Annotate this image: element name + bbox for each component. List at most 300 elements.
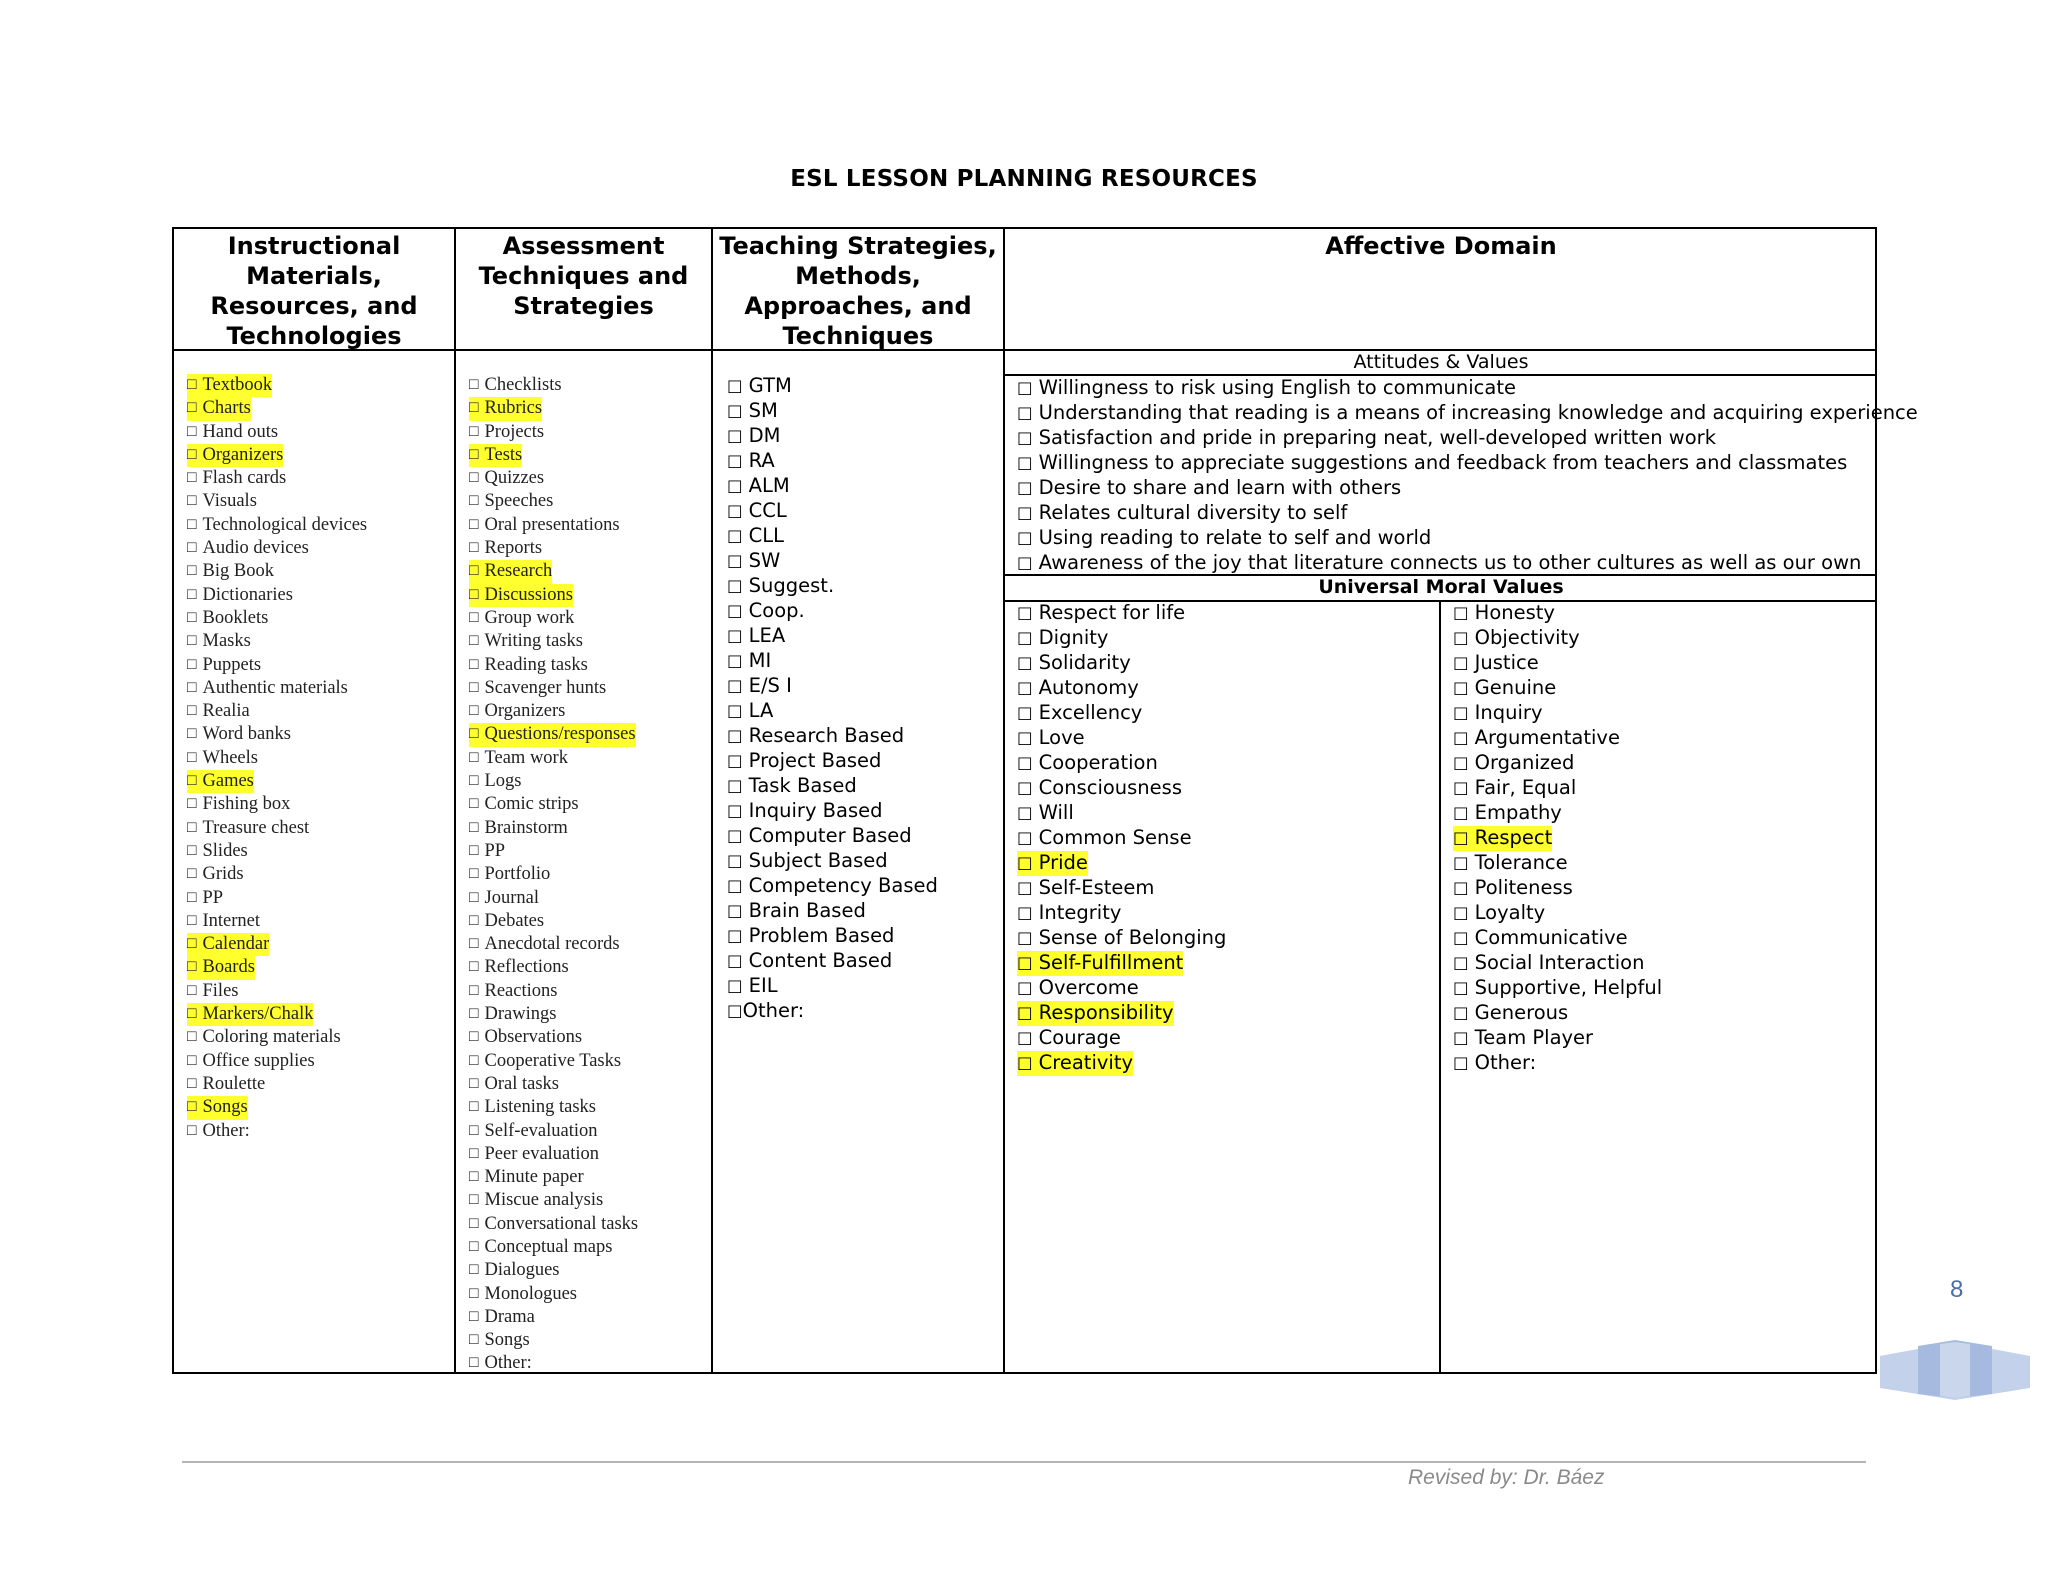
checkbox-icon[interactable]: □ bbox=[187, 562, 197, 580]
teaching-item bbox=[727, 974, 938, 999]
checkbox-icon[interactable]: □ bbox=[469, 1028, 479, 1046]
checkbox-icon[interactable]: □ bbox=[469, 678, 479, 696]
instructional-item bbox=[187, 933, 367, 956]
item-label: Loyalty bbox=[1474, 901, 1546, 924]
item-label: Internet bbox=[202, 910, 261, 931]
checkbox-icon[interactable]: □ bbox=[187, 748, 197, 766]
item-label: Objectivity bbox=[1474, 626, 1580, 649]
checkbox-icon[interactable]: □ bbox=[1453, 1028, 1469, 1047]
assessment-item bbox=[469, 700, 638, 723]
checkbox-icon[interactable]: □ bbox=[1017, 978, 1033, 997]
checkbox-icon[interactable]: □ bbox=[727, 726, 743, 745]
moral-value-item bbox=[1453, 801, 1662, 826]
checkbox-icon[interactable]: □ bbox=[1453, 853, 1469, 872]
checkbox-icon[interactable]: □ bbox=[469, 632, 479, 650]
checkbox-icon[interactable]: □ bbox=[469, 702, 479, 720]
instructional-item bbox=[187, 817, 367, 840]
instructional-item bbox=[187, 560, 367, 583]
assessment-item bbox=[469, 956, 638, 979]
item-label: ALM bbox=[748, 474, 790, 497]
assessment-item bbox=[469, 1236, 638, 1259]
checkbox-icon[interactable]: □ bbox=[1453, 628, 1469, 647]
checkbox-icon[interactable]: □ bbox=[469, 1214, 479, 1232]
item-label: Reading tasks bbox=[484, 654, 588, 675]
checkbox-icon[interactable]: □ bbox=[469, 1144, 479, 1162]
checkbox-icon[interactable]: □ bbox=[727, 876, 743, 895]
checkbox-icon[interactable]: □ bbox=[727, 851, 743, 870]
checkbox-icon[interactable]: □ bbox=[469, 725, 479, 743]
assessment-item bbox=[469, 793, 638, 816]
assessment-item bbox=[469, 607, 638, 630]
moral-value-item bbox=[1017, 926, 1226, 951]
checkbox-icon[interactable]: □ bbox=[469, 445, 479, 463]
instructional-item bbox=[187, 584, 367, 607]
instructional-item bbox=[187, 677, 367, 700]
checkbox-icon[interactable]: □ bbox=[1453, 678, 1469, 697]
item-label: Using reading to relate to self and world bbox=[1038, 526, 1432, 549]
checkbox-icon[interactable]: □ bbox=[187, 935, 197, 953]
item-label: PP bbox=[202, 887, 224, 908]
checkbox-icon[interactable]: □ bbox=[187, 1074, 197, 1092]
assessment-item bbox=[469, 444, 638, 467]
checkbox-icon[interactable]: □ bbox=[1453, 1003, 1469, 1022]
checkbox-icon[interactable]: □ bbox=[1453, 1053, 1469, 1072]
attitudes-list bbox=[1017, 376, 1918, 576]
assessment-item bbox=[469, 723, 638, 746]
checkbox-icon[interactable]: □ bbox=[1017, 903, 1033, 922]
assessment-item bbox=[469, 1073, 638, 1096]
checkbox-icon[interactable]: □ bbox=[727, 426, 743, 445]
item-label: Self-evaluation bbox=[484, 1120, 598, 1141]
checkbox-icon[interactable]: □ bbox=[187, 1051, 197, 1069]
item-label: Debates bbox=[484, 910, 545, 931]
instructional-item bbox=[187, 537, 367, 560]
checkbox-icon[interactable]: □ bbox=[1017, 528, 1033, 547]
assessment-item bbox=[469, 374, 638, 397]
checkbox-icon[interactable]: □ bbox=[187, 608, 197, 626]
attitude-item bbox=[1017, 501, 1918, 526]
item-label: Supportive, Helpful bbox=[1474, 976, 1663, 999]
item-label: Inquiry bbox=[1474, 701, 1543, 724]
checkbox-icon[interactable]: □ bbox=[1017, 778, 1033, 797]
checkbox-icon[interactable]: □ bbox=[187, 958, 197, 976]
checkbox-icon[interactable]: □ bbox=[469, 376, 479, 393]
instructional-item bbox=[187, 1096, 367, 1119]
checkbox-icon[interactable]: □ bbox=[727, 1001, 743, 1020]
item-label: Songs bbox=[484, 1330, 530, 1351]
item-label: Subject Based bbox=[748, 849, 888, 872]
moral-value-item bbox=[1017, 726, 1226, 751]
checkbox-icon[interactable]: □ bbox=[469, 539, 479, 557]
item-label: Project Based bbox=[748, 749, 882, 772]
checkbox-icon[interactable]: □ bbox=[469, 1098, 479, 1116]
assessment-item bbox=[469, 1120, 638, 1143]
item-label: Argumentative bbox=[1474, 726, 1620, 749]
attitude-item bbox=[1017, 526, 1918, 551]
moral-value-item bbox=[1453, 976, 1662, 1001]
checkbox-icon[interactable]: □ bbox=[469, 1074, 479, 1092]
checkbox-icon[interactable]: □ bbox=[469, 515, 479, 533]
checkbox-icon[interactable]: □ bbox=[1017, 1003, 1033, 1022]
checkbox-icon[interactable]: □ bbox=[187, 702, 197, 720]
checkbox-icon[interactable]: □ bbox=[727, 626, 743, 645]
checkbox-icon[interactable]: □ bbox=[187, 772, 197, 790]
item-label: Will bbox=[1038, 801, 1074, 824]
assessment-item bbox=[469, 1259, 638, 1282]
instructional-item bbox=[187, 654, 367, 677]
item-label: Peer evaluation bbox=[484, 1143, 600, 1164]
checkbox-icon[interactable]: □ bbox=[727, 826, 743, 845]
item-label: Communicative bbox=[1474, 926, 1628, 949]
item-label: Organizers bbox=[484, 701, 566, 722]
checkbox-icon[interactable]: □ bbox=[187, 981, 197, 999]
item-label: Respect for life bbox=[1038, 601, 1186, 624]
teaching-item bbox=[727, 524, 938, 549]
assessment-item bbox=[469, 840, 638, 863]
instructional-item bbox=[187, 956, 367, 979]
checkbox-icon[interactable]: □ bbox=[187, 795, 197, 813]
checkbox-icon[interactable]: □ bbox=[1017, 1053, 1033, 1072]
checkbox-icon[interactable]: □ bbox=[727, 926, 743, 945]
checkbox-icon[interactable]: □ bbox=[1453, 728, 1469, 747]
item-label: Writing tasks bbox=[484, 631, 583, 652]
checkbox-icon[interactable]: □ bbox=[1453, 703, 1469, 722]
teaching-item bbox=[727, 674, 938, 699]
checkbox-icon[interactable]: □ bbox=[187, 585, 197, 603]
assessment-item bbox=[469, 677, 638, 700]
instructional-item bbox=[187, 374, 367, 397]
item-label: GTM bbox=[748, 374, 792, 397]
page-corner-decoration bbox=[1880, 1336, 2030, 1400]
footer-divider bbox=[182, 1461, 1866, 1463]
checkbox-icon[interactable]: □ bbox=[727, 576, 743, 595]
checkbox-icon[interactable]: □ bbox=[187, 445, 197, 463]
checkbox-icon[interactable]: □ bbox=[1017, 403, 1033, 422]
checkbox-icon[interactable]: □ bbox=[469, 1307, 479, 1325]
assessment-item bbox=[469, 933, 638, 956]
checkbox-icon[interactable]: □ bbox=[469, 795, 479, 813]
column-divider bbox=[1003, 229, 1005, 1372]
item-label: Rubrics bbox=[484, 398, 543, 419]
checkbox-icon[interactable]: □ bbox=[727, 751, 743, 770]
column-divider bbox=[454, 229, 456, 1372]
attitude-item bbox=[1017, 451, 1918, 476]
checkbox-icon[interactable]: □ bbox=[469, 585, 479, 603]
checkbox-icon[interactable]: □ bbox=[1017, 1028, 1033, 1047]
instructional-item bbox=[187, 467, 367, 490]
checkbox-icon[interactable]: □ bbox=[469, 1168, 479, 1186]
moral-value-item bbox=[1017, 801, 1226, 826]
item-label: Suggest. bbox=[748, 574, 835, 597]
checkbox-icon[interactable]: □ bbox=[1453, 778, 1469, 797]
item-label: Checklists bbox=[484, 375, 562, 395]
checkbox-icon[interactable]: □ bbox=[469, 818, 479, 836]
checkbox-icon[interactable]: □ bbox=[1017, 553, 1033, 572]
item-label: Brainstorm bbox=[484, 817, 568, 838]
item-label: Projects bbox=[484, 421, 545, 442]
item-label: E/S I bbox=[748, 674, 792, 697]
checkbox-icon[interactable]: □ bbox=[469, 655, 479, 673]
item-label: Dictionaries bbox=[202, 584, 293, 605]
item-label: Markers/Chalk bbox=[202, 1004, 314, 1025]
instructional-item bbox=[187, 444, 367, 467]
checkbox-icon[interactable]: □ bbox=[469, 911, 479, 929]
checkbox-icon[interactable]: □ bbox=[1453, 953, 1469, 972]
checkbox-icon[interactable]: □ bbox=[1017, 653, 1033, 672]
item-label: Anecdotal records bbox=[484, 934, 620, 955]
checkbox-icon[interactable]: □ bbox=[187, 818, 197, 836]
header-teaching: Teaching Strategies, Methods, Approaches, and Techniques bbox=[719, 232, 997, 350]
assessment-item bbox=[469, 654, 638, 677]
item-label: Other: bbox=[484, 1353, 532, 1374]
attitude-item bbox=[1017, 376, 1918, 401]
item-label: Consciousness bbox=[1038, 776, 1182, 799]
assessment-item bbox=[469, 1166, 638, 1189]
checkbox-icon[interactable]: □ bbox=[187, 1121, 197, 1139]
item-label: Understanding that reading is a means of increasing knowledge and acquiring experience bbox=[1038, 401, 1918, 424]
moral-value-item bbox=[1453, 651, 1662, 676]
item-label: Conversational tasks bbox=[484, 1213, 639, 1234]
checkbox-icon[interactable]: □ bbox=[469, 608, 479, 626]
item-label: RA bbox=[748, 449, 775, 472]
checkbox-icon[interactable]: □ bbox=[727, 776, 743, 795]
instructional-item bbox=[187, 770, 367, 793]
assessment-item bbox=[469, 863, 638, 886]
checkbox-icon[interactable]: □ bbox=[1017, 703, 1033, 722]
checkbox-icon[interactable]: □ bbox=[469, 865, 479, 883]
checkbox-icon[interactable]: □ bbox=[1017, 803, 1033, 822]
item-label: Discussions bbox=[484, 584, 573, 605]
checkbox-icon[interactable]: □ bbox=[187, 1028, 197, 1046]
checkbox-icon[interactable]: □ bbox=[1453, 803, 1469, 822]
checkbox-icon[interactable]: □ bbox=[469, 1354, 479, 1372]
checkbox-icon[interactable]: □ bbox=[187, 888, 197, 906]
checkbox-icon[interactable]: □ bbox=[469, 1261, 479, 1279]
checkbox-icon[interactable]: □ bbox=[187, 678, 197, 696]
checkbox-icon[interactable]: □ bbox=[727, 676, 743, 695]
assessment-item bbox=[469, 1143, 638, 1166]
item-label: Solidarity bbox=[1038, 651, 1131, 674]
item-label: Conceptual maps bbox=[484, 1236, 613, 1257]
checkbox-icon[interactable]: □ bbox=[187, 865, 197, 883]
item-label: Satisfaction and pride in preparing neat, well-developed written work bbox=[1038, 426, 1716, 449]
item-label: Technological devices bbox=[202, 514, 368, 535]
checkbox-icon[interactable]: □ bbox=[469, 1191, 479, 1209]
item-label: Tolerance bbox=[1474, 851, 1568, 874]
checkbox-icon[interactable]: □ bbox=[187, 1098, 197, 1116]
checkbox-icon[interactable]: □ bbox=[187, 725, 197, 743]
assessment-item bbox=[469, 1283, 638, 1306]
item-label: Task Based bbox=[748, 774, 857, 797]
assessment-list bbox=[469, 374, 638, 1376]
checkbox-icon[interactable]: □ bbox=[187, 469, 197, 487]
item-label: Calendar bbox=[202, 934, 270, 955]
checkbox-icon[interactable]: □ bbox=[1017, 828, 1033, 847]
item-label: Journal bbox=[484, 887, 539, 908]
checkbox-icon[interactable]: □ bbox=[469, 748, 479, 766]
checkbox-icon[interactable]: □ bbox=[469, 1051, 479, 1069]
checkbox-icon[interactable]: □ bbox=[469, 1121, 479, 1139]
checkbox-icon[interactable]: □ bbox=[187, 655, 197, 673]
item-label: Love bbox=[1038, 726, 1085, 749]
item-label: MI bbox=[748, 649, 772, 672]
instructional-item bbox=[187, 1120, 367, 1143]
assessment-item bbox=[469, 1329, 638, 1352]
item-label: Boards bbox=[202, 957, 255, 978]
checkbox-icon[interactable]: □ bbox=[469, 772, 479, 790]
checkbox-icon[interactable]: □ bbox=[1017, 603, 1033, 622]
checkbox-icon[interactable]: □ bbox=[727, 476, 743, 495]
checkbox-icon[interactable]: □ bbox=[187, 422, 197, 440]
checkbox-icon[interactable]: □ bbox=[1017, 428, 1033, 447]
item-label: Coop. bbox=[748, 599, 805, 622]
checkbox-icon[interactable]: □ bbox=[1017, 628, 1033, 647]
checkbox-icon[interactable]: □ bbox=[727, 976, 743, 995]
teaching-item bbox=[727, 624, 938, 649]
checkbox-icon[interactable]: □ bbox=[469, 958, 479, 976]
checkbox-icon[interactable]: □ bbox=[469, 469, 479, 487]
teaching-list bbox=[727, 374, 938, 1024]
checkbox-icon[interactable]: □ bbox=[1453, 828, 1469, 847]
column-divider bbox=[1439, 600, 1441, 1372]
attitude-item bbox=[1017, 426, 1918, 451]
moral-value-item bbox=[1453, 1001, 1662, 1026]
item-label: Textbook bbox=[202, 375, 273, 395]
checkbox-icon[interactable]: □ bbox=[1453, 928, 1469, 947]
assessment-item bbox=[469, 397, 638, 420]
checkbox-icon[interactable]: □ bbox=[727, 401, 743, 420]
assessment-item bbox=[469, 887, 638, 910]
checkbox-icon[interactable]: □ bbox=[469, 935, 479, 953]
checkbox-icon[interactable]: □ bbox=[469, 1005, 479, 1023]
checkbox-icon[interactable]: □ bbox=[469, 492, 479, 510]
checkbox-icon[interactable]: □ bbox=[187, 841, 197, 859]
resources-table bbox=[172, 227, 1918, 1374]
checkbox-icon[interactable]: □ bbox=[1017, 878, 1033, 897]
checkbox-icon[interactable]: □ bbox=[469, 422, 479, 440]
checkbox-icon[interactable]: □ bbox=[727, 901, 743, 920]
assessment-item bbox=[469, 630, 638, 653]
checkbox-icon[interactable]: □ bbox=[469, 841, 479, 859]
checkbox-icon[interactable]: □ bbox=[1017, 753, 1033, 772]
checkbox-icon[interactable]: □ bbox=[727, 701, 743, 720]
item-label: Booklets bbox=[202, 607, 269, 628]
checkbox-icon[interactable]: □ bbox=[187, 492, 197, 510]
teaching-item bbox=[727, 999, 938, 1024]
checkbox-icon[interactable]: □ bbox=[727, 601, 743, 620]
item-label: Word banks bbox=[202, 724, 291, 745]
page-title: ESL LESSON PLANNING RESOURCES bbox=[790, 166, 1258, 192]
checkbox-icon[interactable]: □ bbox=[1017, 953, 1033, 972]
moral-value-item bbox=[1017, 826, 1226, 851]
item-label: Observations bbox=[484, 1027, 583, 1048]
item-label: Honesty bbox=[1474, 601, 1555, 624]
checkbox-icon[interactable]: □ bbox=[1453, 878, 1469, 897]
checkbox-icon[interactable]: □ bbox=[469, 1237, 479, 1255]
checkbox-icon[interactable]: □ bbox=[1453, 903, 1469, 922]
checkbox-icon[interactable]: □ bbox=[727, 951, 743, 970]
checkbox-icon[interactable]: □ bbox=[469, 562, 479, 580]
item-label: Office supplies bbox=[202, 1050, 315, 1071]
checkbox-icon[interactable]: □ bbox=[1017, 928, 1033, 947]
checkbox-icon[interactable]: □ bbox=[727, 801, 743, 820]
checkbox-icon[interactable]: □ bbox=[187, 399, 197, 417]
checkbox-icon[interactable]: □ bbox=[1453, 603, 1469, 622]
checkbox-icon[interactable]: □ bbox=[469, 981, 479, 999]
checkbox-icon[interactable]: □ bbox=[727, 501, 743, 520]
checkbox-icon[interactable]: □ bbox=[1017, 728, 1033, 747]
item-label: Team Player bbox=[1474, 1026, 1594, 1049]
header-instructional: Instructional Materials, Resources, and Technologies bbox=[210, 232, 418, 350]
instructional-item bbox=[187, 863, 367, 886]
checkbox-icon[interactable]: □ bbox=[727, 651, 743, 670]
moral-value-item bbox=[1453, 826, 1662, 851]
assessment-item bbox=[469, 770, 638, 793]
footer-revised-by: Revised by: Dr. Báez bbox=[1408, 1466, 1605, 1489]
checkbox-icon[interactable]: □ bbox=[727, 451, 743, 470]
checkbox-icon[interactable]: □ bbox=[727, 526, 743, 545]
teaching-item bbox=[727, 574, 938, 599]
checkbox-icon[interactable]: □ bbox=[469, 888, 479, 906]
checkbox-icon[interactable]: □ bbox=[187, 911, 197, 929]
assessment-item bbox=[469, 421, 638, 444]
moral-value-item bbox=[1453, 1051, 1662, 1076]
item-label: Common Sense bbox=[1038, 826, 1192, 849]
moral-value-item bbox=[1017, 1051, 1226, 1076]
checkbox-icon[interactable]: □ bbox=[1017, 503, 1033, 522]
item-label: SW bbox=[748, 549, 781, 572]
assessment-item bbox=[469, 1189, 638, 1212]
checkbox-icon[interactable]: □ bbox=[1017, 378, 1033, 397]
item-label: Research Based bbox=[748, 724, 905, 747]
item-label: Drama bbox=[484, 1306, 535, 1327]
item-label: Logs bbox=[484, 771, 522, 792]
assessment-item bbox=[469, 817, 638, 840]
checkbox-icon[interactable]: □ bbox=[1453, 753, 1469, 772]
column-divider bbox=[711, 229, 713, 1372]
assessment-item bbox=[469, 560, 638, 583]
item-label: Brain Based bbox=[748, 899, 866, 922]
checkbox-icon[interactable]: □ bbox=[727, 551, 743, 570]
instructional-item bbox=[187, 397, 367, 420]
checkbox-icon[interactable]: □ bbox=[1453, 653, 1469, 672]
checkbox-icon[interactable]: □ bbox=[727, 376, 743, 395]
instructional-item bbox=[187, 700, 367, 723]
item-label: Reflections bbox=[484, 957, 569, 978]
item-label: Comic strips bbox=[484, 794, 579, 815]
instructional-item bbox=[187, 607, 367, 630]
checkbox-icon[interactable]: □ bbox=[1017, 853, 1033, 872]
checkbox-icon[interactable]: □ bbox=[1017, 678, 1033, 697]
item-label: Responsibility bbox=[1038, 1001, 1174, 1024]
item-label: Willingness to risk using English to communicate bbox=[1038, 376, 1516, 399]
checkbox-icon[interactable]: □ bbox=[187, 515, 197, 533]
checkbox-icon[interactable]: □ bbox=[1017, 453, 1033, 472]
teaching-item bbox=[727, 874, 938, 899]
checkbox-icon[interactable]: □ bbox=[469, 1331, 479, 1349]
teaching-item bbox=[727, 424, 938, 449]
checkbox-icon[interactable]: □ bbox=[469, 399, 479, 417]
checkbox-icon[interactable]: □ bbox=[187, 632, 197, 650]
moral-value-item bbox=[1453, 1026, 1662, 1051]
checkbox-icon[interactable]: □ bbox=[187, 376, 197, 393]
checkbox-icon[interactable]: □ bbox=[187, 539, 197, 557]
checkbox-icon[interactable]: □ bbox=[1453, 978, 1469, 997]
checkbox-icon[interactable]: □ bbox=[1017, 478, 1033, 497]
checkbox-icon[interactable]: □ bbox=[187, 1005, 197, 1023]
moral-value-item bbox=[1017, 1001, 1226, 1026]
checkbox-icon[interactable]: □ bbox=[469, 1284, 479, 1302]
